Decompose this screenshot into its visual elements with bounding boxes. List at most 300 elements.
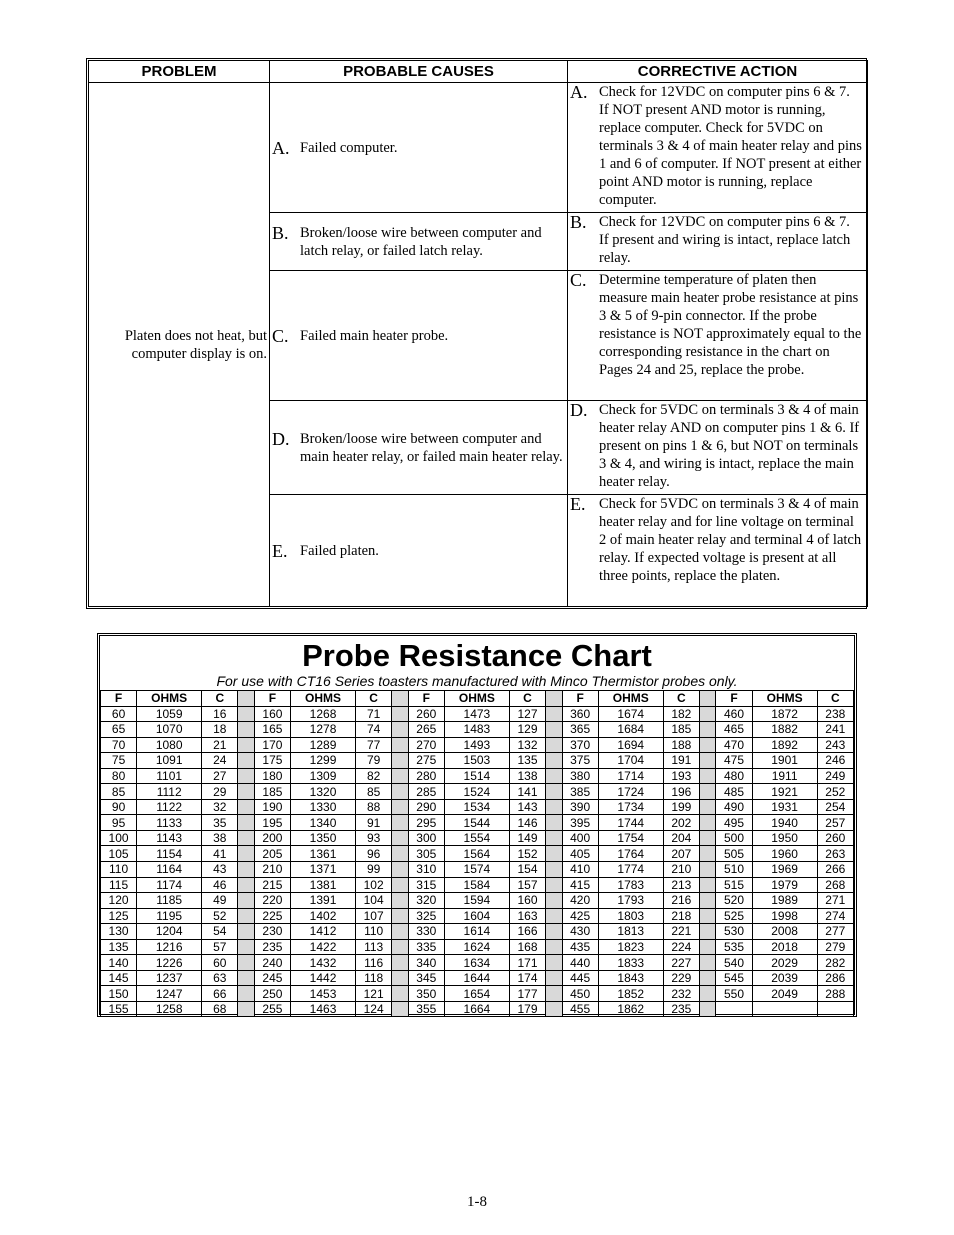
cell-ohms: 1694 — [598, 737, 663, 753]
column-separator — [392, 939, 409, 955]
cell-celsius: 116 — [356, 955, 392, 971]
cell-celsius: 168 — [509, 939, 545, 955]
col-header-f-3: F — [408, 691, 444, 707]
column-separator — [238, 830, 255, 846]
cell-celsius: 286 — [817, 970, 853, 986]
column-separator — [699, 877, 716, 893]
cell-fahrenheit: 450 — [562, 986, 598, 1002]
page-number: 1-8 — [467, 1194, 487, 1210]
cell-ohms: 1473 — [444, 706, 509, 722]
cell-celsius: 191 — [663, 753, 699, 769]
cause-letter-a: A. — [272, 137, 290, 158]
cell-celsius: 96 — [356, 846, 392, 862]
column-separator — [546, 706, 563, 722]
cell-celsius: 24 — [202, 753, 238, 769]
column-separator — [546, 955, 563, 971]
column-separator — [392, 784, 409, 800]
cell-fahrenheit: 125 — [101, 908, 137, 924]
cell-fahrenheit: 240 — [254, 955, 290, 971]
header-problem: PROBLEM — [89, 61, 270, 83]
table-row — [101, 784, 854, 800]
cell-ohms: 1882 — [752, 722, 817, 738]
cell-fahrenheit: 545 — [716, 970, 752, 986]
column-separator — [699, 970, 716, 986]
cell-celsius: 193 — [663, 768, 699, 784]
cell-fahrenheit: 505 — [716, 846, 752, 862]
column-separator — [238, 722, 255, 738]
cell-celsius: 257 — [817, 815, 853, 831]
cell-ohms: 1133 — [137, 815, 202, 831]
cell-celsius: 238 — [817, 706, 853, 722]
column-separator — [392, 706, 409, 722]
probe-chart-title: Probe Resistance Chart — [302, 638, 652, 673]
column-separator — [546, 691, 563, 707]
cell-fahrenheit: 525 — [716, 908, 752, 924]
cell-celsius: 235 — [663, 1001, 699, 1017]
cell-celsius: 79 — [356, 753, 392, 769]
cell-fahrenheit: 490 — [716, 799, 752, 815]
cell-ohms: 1664 — [444, 1001, 509, 1017]
cell-ohms: 1402 — [291, 908, 356, 924]
cell-fahrenheit: 150 — [101, 986, 137, 1002]
column-separator — [546, 768, 563, 784]
cell-celsius: 202 — [663, 815, 699, 831]
cell-ohms: 1674 — [598, 706, 663, 722]
cell-celsius: 82 — [356, 768, 392, 784]
cell-celsius: 93 — [356, 830, 392, 846]
cause-text-a: Failed computer. — [300, 139, 398, 156]
cell-fahrenheit: 170 — [254, 737, 290, 753]
cell-ohms: 1684 — [598, 722, 663, 738]
troubleshooting-table — [86, 58, 867, 609]
table-row — [101, 908, 854, 924]
action-text-d: Check for 5VDC on terminals 3 & 4 of main heater relay AND on computer pins 1 & 6. If present on pins 1 & 6, but NOT on terminals 3 & 4, and wiring is intact, replace the main heater relay. — [599, 402, 860, 490]
cell-fahrenheit: 330 — [408, 924, 444, 940]
column-separator — [392, 877, 409, 893]
cell-ohms: 1289 — [291, 737, 356, 753]
cell-fahrenheit: 165 — [254, 722, 290, 738]
cell-fahrenheit: 185 — [254, 784, 290, 800]
cell-celsius: 118 — [356, 970, 392, 986]
cell-ohms: 1463 — [291, 1001, 356, 1017]
cell-celsius: 138 — [509, 768, 545, 784]
cell-ohms: 1442 — [291, 970, 356, 986]
cell-celsius: 113 — [356, 939, 392, 955]
column-separator — [699, 1001, 716, 1017]
cell-fahrenheit: 100 — [101, 830, 137, 846]
cell-ohms: 1604 — [444, 908, 509, 924]
column-separator — [238, 970, 255, 986]
cell-celsius: 60 — [202, 955, 238, 971]
cell-fahrenheit: 245 — [254, 970, 290, 986]
cell-celsius: 152 — [509, 846, 545, 862]
cell-celsius: 49 — [202, 893, 238, 909]
cell-fahrenheit: 345 — [408, 970, 444, 986]
cell-celsius: 254 — [817, 799, 853, 815]
cell-celsius: 124 — [356, 1001, 392, 1017]
col-header-c-4: C — [663, 691, 699, 707]
cell-ohms: 1624 — [444, 939, 509, 955]
cell-fahrenheit: 375 — [562, 753, 598, 769]
cell-celsius: 166 — [509, 924, 545, 940]
cell-ohms: 1544 — [444, 815, 509, 831]
cell-fahrenheit: 310 — [408, 862, 444, 878]
cell-fahrenheit: 465 — [716, 722, 752, 738]
header-probable-causes: PROBABLE CAUSES — [270, 61, 568, 83]
cell-fahrenheit: 445 — [562, 970, 598, 986]
action-letter-c: C. — [570, 270, 587, 290]
column-separator — [392, 799, 409, 815]
table-row — [101, 1001, 854, 1017]
cell-celsius: 207 — [663, 846, 699, 862]
cause-text-b: Broken/loose wire between computer and latch relay, or failed latch relay. — [300, 224, 542, 259]
cell-ohms: 1979 — [752, 877, 817, 893]
cell-celsius: 132 — [509, 737, 545, 753]
column-separator — [392, 924, 409, 940]
cell-ohms: 1422 — [291, 939, 356, 955]
cell-celsius: 210 — [663, 862, 699, 878]
cell-fahrenheit: 205 — [254, 846, 290, 862]
cell-ohms: 1564 — [444, 846, 509, 862]
cell-ohms: 1940 — [752, 815, 817, 831]
table-row — [101, 815, 854, 831]
cell-celsius: 213 — [663, 877, 699, 893]
cell-ohms: 1654 — [444, 986, 509, 1002]
action-letter-a: A. — [570, 82, 588, 102]
column-separator — [238, 815, 255, 831]
action-cell-a — [568, 83, 868, 213]
cell-ohms: 1960 — [752, 846, 817, 862]
column-separator — [546, 877, 563, 893]
cell-fahrenheit: 285 — [408, 784, 444, 800]
cell-ohms: 1744 — [598, 815, 663, 831]
cell-ohms: 2008 — [752, 924, 817, 940]
column-separator — [699, 924, 716, 940]
cell-fahrenheit: 210 — [254, 862, 290, 878]
cell-ohms: 1101 — [137, 768, 202, 784]
column-separator — [392, 893, 409, 909]
column-separator — [238, 955, 255, 971]
cell-celsius: 199 — [663, 799, 699, 815]
cell-fahrenheit: 65 — [101, 722, 137, 738]
probe-resistance-chart — [97, 633, 857, 1017]
column-separator — [546, 939, 563, 955]
cell-fahrenheit: 460 — [716, 706, 752, 722]
column-separator — [238, 737, 255, 753]
column-separator — [238, 862, 255, 878]
cell-celsius: 74 — [356, 722, 392, 738]
cell-celsius: 32 — [202, 799, 238, 815]
cell-celsius: 127 — [509, 706, 545, 722]
probe-resistance-table — [100, 690, 854, 1017]
cell-fahrenheit: 380 — [562, 768, 598, 784]
column-separator — [238, 924, 255, 940]
col-header-f-1: F — [101, 691, 137, 707]
cell-ohms: 1493 — [444, 737, 509, 753]
cell-ohms: 1901 — [752, 753, 817, 769]
cell-celsius: 188 — [663, 737, 699, 753]
cell-fahrenheit: 110 — [101, 862, 137, 878]
cell-celsius: 266 — [817, 862, 853, 878]
cell-celsius: 43 — [202, 862, 238, 878]
cell-celsius: 110 — [356, 924, 392, 940]
cell-ohms: 1774 — [598, 862, 663, 878]
cell-fahrenheit: 485 — [716, 784, 752, 800]
column-separator — [238, 753, 255, 769]
cell-celsius: 21 — [202, 737, 238, 753]
cell-fahrenheit: 270 — [408, 737, 444, 753]
cell-ohms: 1112 — [137, 784, 202, 800]
col-header-f-2: F — [254, 691, 290, 707]
probe-chart-subtitle: For use with CT16 Series toasters manufactured with Minco Thermistor probes only. — [216, 673, 738, 689]
cell-fahrenheit: 500 — [716, 830, 752, 846]
cell-fahrenheit: 315 — [408, 877, 444, 893]
cell-ohms: 1704 — [598, 753, 663, 769]
cell-celsius: 224 — [663, 939, 699, 955]
cell-ohms: 1320 — [291, 784, 356, 800]
cell-fahrenheit: 60 — [101, 706, 137, 722]
cell-fahrenheit: 140 — [101, 955, 137, 971]
cell-ohms: 1584 — [444, 877, 509, 893]
cell-fahrenheit: 260 — [408, 706, 444, 722]
cell-ohms: 1823 — [598, 939, 663, 955]
cell-celsius: 279 — [817, 939, 853, 955]
cell-celsius: 135 — [509, 753, 545, 769]
column-separator — [392, 955, 409, 971]
cell-ohms: 1164 — [137, 862, 202, 878]
table-row — [101, 893, 854, 909]
cell-fahrenheit: 90 — [101, 799, 137, 815]
cell-fahrenheit: 480 — [716, 768, 752, 784]
cell-fahrenheit: 130 — [101, 924, 137, 940]
cell-celsius: 77 — [356, 737, 392, 753]
cell-fahrenheit: 275 — [408, 753, 444, 769]
cell-celsius: 163 — [509, 908, 545, 924]
cell-celsius: 171 — [509, 955, 545, 971]
cell-celsius: 149 — [509, 830, 545, 846]
column-separator — [392, 970, 409, 986]
cell-fahrenheit: 350 — [408, 986, 444, 1002]
cell-ohms: 1091 — [137, 753, 202, 769]
cell-fahrenheit: 550 — [716, 986, 752, 1002]
cell-fahrenheit: 420 — [562, 893, 598, 909]
cell-celsius: 216 — [663, 893, 699, 909]
column-separator — [546, 862, 563, 878]
column-separator — [546, 986, 563, 1002]
cell-celsius: 85 — [356, 784, 392, 800]
column-separator — [546, 1001, 563, 1017]
cell-ohms: 1432 — [291, 955, 356, 971]
column-separator — [699, 815, 716, 831]
col-header-c-3: C — [509, 691, 545, 707]
cell-ohms: 1833 — [598, 955, 663, 971]
table-row — [101, 955, 854, 971]
cell-ohms: 1714 — [598, 768, 663, 784]
cell-ohms: 1892 — [752, 737, 817, 753]
table-row — [101, 877, 854, 893]
cell-fahrenheit: 425 — [562, 908, 598, 924]
column-separator — [238, 893, 255, 909]
cell-celsius: 274 — [817, 908, 853, 924]
cell-ohms: 1226 — [137, 955, 202, 971]
cause-text-d: Broken/loose wire between computer and main heater relay, or failed main heater relay. — [300, 430, 563, 465]
column-separator — [238, 799, 255, 815]
column-separator — [699, 862, 716, 878]
cell-fahrenheit: 515 — [716, 877, 752, 893]
cause-letter-d: D. — [272, 428, 290, 449]
table-row — [101, 799, 854, 815]
cell-ohms: 1754 — [598, 830, 663, 846]
column-separator — [238, 939, 255, 955]
cell-ohms: 1921 — [752, 784, 817, 800]
column-separator — [699, 784, 716, 800]
column-separator — [238, 691, 255, 707]
cell-ohms: 1361 — [291, 846, 356, 862]
cell-ohms: 1989 — [752, 893, 817, 909]
cell-ohms: 1340 — [291, 815, 356, 831]
cell-celsius: 27 — [202, 768, 238, 784]
cell-ohms: 1793 — [598, 893, 663, 909]
cell-ohms: 1070 — [137, 722, 202, 738]
cell-celsius: 16 — [202, 706, 238, 722]
cell-ohms: 1216 — [137, 939, 202, 955]
cell-ohms: 1843 — [598, 970, 663, 986]
cell-fahrenheit: 195 — [254, 815, 290, 831]
troubleshooting-header-row — [89, 61, 868, 83]
column-separator — [392, 722, 409, 738]
cell-fahrenheit: 220 — [254, 893, 290, 909]
cell-ohms — [752, 1001, 817, 1017]
cell-ohms: 1309 — [291, 768, 356, 784]
cell-fahrenheit: 265 — [408, 722, 444, 738]
cell-ohms: 1503 — [444, 753, 509, 769]
column-separator — [392, 691, 409, 707]
cell-ohms: 1574 — [444, 862, 509, 878]
cell-ohms: 1174 — [137, 877, 202, 893]
header-corrective-action: CORRECTIVE ACTION — [568, 61, 868, 83]
cell-fahrenheit: 335 — [408, 939, 444, 955]
cell-ohms: 1813 — [598, 924, 663, 940]
column-separator — [546, 970, 563, 986]
cell-celsius: 179 — [509, 1001, 545, 1017]
cell-fahrenheit: 305 — [408, 846, 444, 862]
cell-fahrenheit: 175 — [254, 753, 290, 769]
column-separator — [699, 753, 716, 769]
cell-ohms: 1059 — [137, 706, 202, 722]
table-row — [101, 753, 854, 769]
cell-fahrenheit: 400 — [562, 830, 598, 846]
cell-ohms: 1783 — [598, 877, 663, 893]
col-header-f-5: F — [716, 691, 752, 707]
cell-ohms: 1483 — [444, 722, 509, 738]
cell-fahrenheit: 390 — [562, 799, 598, 815]
action-text-b: Check for 12VDC on computer pins 6 & 7. If present and wiring is intact, replace latch relay. — [599, 214, 851, 266]
cell-ohms: 2018 — [752, 939, 817, 955]
cell-celsius: 102 — [356, 877, 392, 893]
column-separator — [699, 893, 716, 909]
column-separator — [392, 908, 409, 924]
cell-ohms: 1724 — [598, 784, 663, 800]
cell-fahrenheit: 405 — [562, 846, 598, 862]
cause-cell-d — [270, 401, 568, 495]
col-header-c-1: C — [202, 691, 238, 707]
action-letter-d: D. — [570, 400, 588, 420]
cell-ohms: 1143 — [137, 830, 202, 846]
column-separator — [699, 908, 716, 924]
column-separator — [699, 691, 716, 707]
cell-fahrenheit: 230 — [254, 924, 290, 940]
cell-ohms: 1554 — [444, 830, 509, 846]
cell-fahrenheit: 535 — [716, 939, 752, 955]
col-header-c-2: C — [356, 691, 392, 707]
cell-celsius: 221 — [663, 924, 699, 940]
cell-fahrenheit: 320 — [408, 893, 444, 909]
cell-fahrenheit: 340 — [408, 955, 444, 971]
cell-celsius: 54 — [202, 924, 238, 940]
cell-fahrenheit: 250 — [254, 986, 290, 1002]
cell-ohms: 1412 — [291, 924, 356, 940]
cell-celsius: 18 — [202, 722, 238, 738]
cell-fahrenheit: 455 — [562, 1001, 598, 1017]
cell-fahrenheit: 370 — [562, 737, 598, 753]
cell-ohms: 1391 — [291, 893, 356, 909]
table-row — [101, 939, 854, 955]
column-separator — [699, 737, 716, 753]
action-text-e: Check for 5VDC on terminals 3 & 4 of main heater relay and for line voltage on terminal 2 of main heater relay and terminal 4 of latch relay. If expected voltage is present at all three points, replace the platen. — [599, 496, 862, 584]
cell-ohms: 1381 — [291, 877, 356, 893]
column-separator — [238, 768, 255, 784]
cell-celsius: 271 — [817, 893, 853, 909]
cell-celsius: 91 — [356, 815, 392, 831]
column-separator — [546, 830, 563, 846]
cell-celsius: 129 — [509, 722, 545, 738]
cell-celsius: 57 — [202, 939, 238, 955]
column-separator — [392, 1001, 409, 1017]
cell-fahrenheit: 200 — [254, 830, 290, 846]
cell-fahrenheit: 225 — [254, 908, 290, 924]
column-separator — [699, 722, 716, 738]
cell-celsius: 107 — [356, 908, 392, 924]
cell-ohms: 2049 — [752, 986, 817, 1002]
cell-celsius: 277 — [817, 924, 853, 940]
cell-celsius: 99 — [356, 862, 392, 878]
column-separator — [699, 939, 716, 955]
table-row — [101, 862, 854, 878]
column-separator — [392, 768, 409, 784]
column-separator — [546, 784, 563, 800]
cell-celsius: 288 — [817, 986, 853, 1002]
cell-celsius: 104 — [356, 893, 392, 909]
column-separator — [699, 830, 716, 846]
cell-fahrenheit: 190 — [254, 799, 290, 815]
cell-fahrenheit: 290 — [408, 799, 444, 815]
cause-cell-b — [270, 213, 568, 271]
cell-fahrenheit: 255 — [254, 1001, 290, 1017]
column-separator — [699, 768, 716, 784]
cell-celsius: 218 — [663, 908, 699, 924]
troubleshooting-row-a — [89, 83, 868, 213]
column-separator — [699, 955, 716, 971]
cell-ohms: 1852 — [598, 986, 663, 1002]
column-separator — [392, 986, 409, 1002]
action-letter-e: E. — [570, 494, 586, 514]
cause-text-e: Failed platen. — [300, 542, 379, 559]
column-separator — [238, 846, 255, 862]
cell-fahrenheit: 145 — [101, 970, 137, 986]
action-letter-b: B. — [570, 212, 587, 232]
cell-fahrenheit: 360 — [562, 706, 598, 722]
cell-celsius: 185 — [663, 722, 699, 738]
